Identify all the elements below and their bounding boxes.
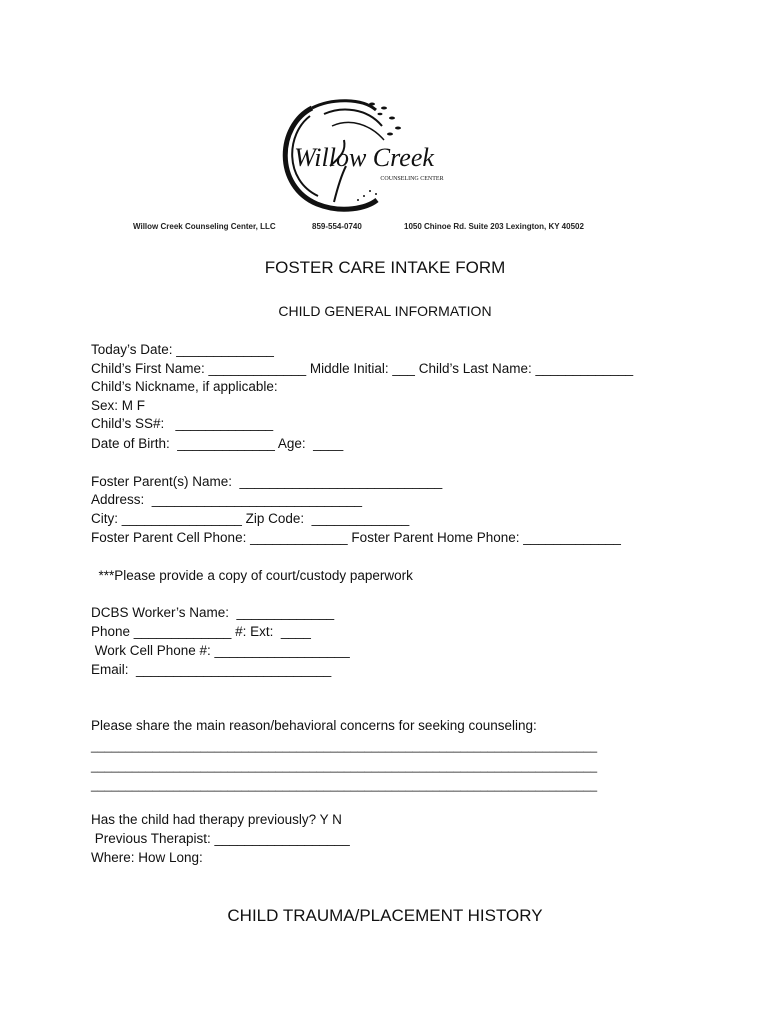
field-city-zip[interactable]: City: ________________ Zip Code: _____________ — [91, 511, 410, 526]
field-where-how-long[interactable]: Where: How Long: — [91, 850, 203, 865]
counseling-reason-line-3[interactable]: __________________________________________________________________________ — [91, 778, 598, 792]
field-dcbs-worker-name[interactable]: DCBS Worker’s Name: _____________ — [91, 605, 335, 620]
custody-paperwork-note: ***Please provide a copy of court/custody paperwork — [91, 568, 413, 583]
field-todays-date[interactable]: Today’s Date: _____________ — [91, 342, 274, 357]
field-dob-age[interactable]: Date of Birth: _____________ Age: ____ — [91, 436, 344, 451]
field-dcbs-phone[interactable]: Phone _____________ #: Ext: ____ — [91, 624, 311, 639]
field-previous-therapist[interactable]: Previous Therapist: __________________ — [91, 831, 350, 846]
counseling-reason-prompt: Please share the main reason/behavioral concerns for seeking counseling: — [91, 718, 537, 733]
field-foster-parent-name[interactable]: Foster Parent(s) Name: ___________________________ — [91, 474, 443, 489]
counseling-reason-line-2[interactable]: __________________________________________________________________________ — [91, 759, 598, 773]
field-sex[interactable]: Sex: M F — [91, 398, 146, 413]
contact-line — [0, 222, 770, 236]
field-child-names[interactable]: Child’s First Name: _____________ Middle Initial: ___ Child’s Last Name: _____________ — [91, 361, 634, 376]
field-foster-phones[interactable]: Foster Parent Cell Phone: _____________ Foster Parent Home Phone: _____________ — [91, 530, 621, 545]
willow-creek-logo — [272, 96, 460, 214]
logo-text-main: Willow Creek — [294, 143, 434, 172]
field-address[interactable]: Address: ____________________________ — [91, 492, 363, 507]
counseling-reason-line-1[interactable]: __________________________________________________________________________ — [91, 739, 598, 753]
field-work-cell-phone[interactable]: Work Cell Phone #: __________________ — [91, 643, 350, 658]
field-previous-therapy[interactable]: Has the child had therapy previously? Y N — [91, 812, 342, 827]
form-title: FOSTER CARE INTAKE FORM — [264, 258, 506, 277]
section-title-trauma-history: CHILD TRAUMA/PLACEMENT HISTORY — [227, 906, 543, 925]
org-phone: 859-554-0740 — [312, 222, 362, 231]
field-child-nickname[interactable]: Child’s Nickname, if applicable: — [91, 379, 278, 394]
field-child-ssn[interactable]: Child’s SS#: _____________ — [91, 416, 274, 431]
logo-text-sub: COUNSELING CENTER — [380, 176, 444, 182]
org-name: Willow Creek Counseling Center, LLC — [133, 222, 276, 231]
field-email[interactable]: Email: __________________________ — [91, 662, 332, 677]
org-address: 1050 Chinoe Rd. Suite 203 Lexington, KY 40502 — [404, 222, 584, 231]
section-title-general: CHILD GENERAL INFORMATION — [278, 303, 492, 319]
